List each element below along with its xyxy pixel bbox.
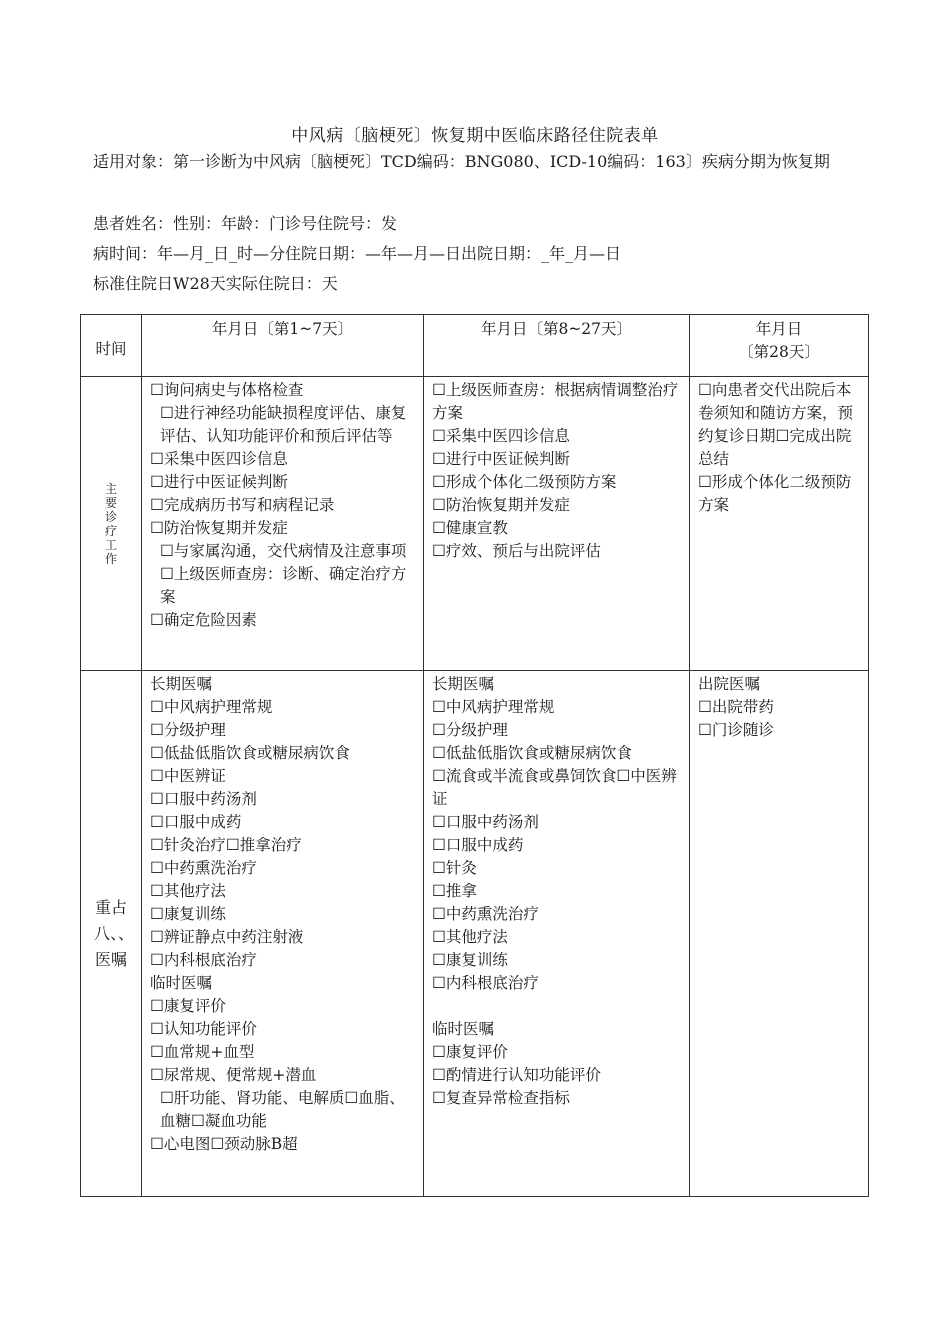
checklist-item: ☐针灸治疗☐推拿治疗 <box>150 836 302 854</box>
checklist-item: ☐中风病护理常规 <box>150 698 273 716</box>
checklist-item: ☐认知功能评价 <box>150 1020 257 1038</box>
checklist-item: ☐复查异常检查指标 <box>432 1089 570 1107</box>
checklist-item: ☐康复训练 <box>432 951 508 969</box>
scope-line: 适用对象：第一诊断为中风病〔脑梗死〕TCD编码：BNG080、ICD-10编码：163〕疾病分期为恢复期 <box>93 152 830 171</box>
checklist-item: ☐尿常规、便常规+潜血 <box>150 1066 317 1084</box>
time-header-cell <box>81 315 142 377</box>
checklist-item: ☐中药熏洗治疗 <box>150 859 257 877</box>
checklist-item: ☐中风病护理常规 <box>432 698 555 716</box>
key-orders-row <box>81 671 869 1197</box>
spacer <box>432 995 685 1018</box>
orders-day-28-cell <box>690 671 869 1197</box>
checklist-item: ☐肝功能、肾功能、电解质☐血脂、血糖☐凝血功能 <box>160 1089 405 1130</box>
checklist-item: 出院医嘱 <box>698 675 761 693</box>
checklist-item: ☐低盐低脂饮食或糖尿病饮食 <box>432 744 632 762</box>
work-day-28-cell <box>690 377 869 671</box>
row-label-cell <box>81 671 142 1197</box>
day-28-header <box>690 315 869 377</box>
checklist-item: ☐进行神经功能缺损程度评估、康复评估、认知功能评价和预后评估等 <box>160 404 407 445</box>
checklist-item: ☐完成病历书写和病程记录 <box>150 496 335 514</box>
work-day-1-7-cell <box>142 377 424 671</box>
checklist-item: ☐形成个体化二级预防方案 <box>432 473 617 491</box>
checklist-item: ☐口服中成药 <box>432 836 524 854</box>
checklist-item: ☐口服中药汤剂 <box>432 813 539 831</box>
checklist-item: ☐其他疗法 <box>432 928 508 946</box>
checklist-item: ☐分级护理 <box>150 721 226 739</box>
day-28-header-line1: 年月日 <box>755 320 803 338</box>
row-label-diagnosis-work: 主要诊疗工作 <box>104 481 117 566</box>
checklist-item: ☐分级护理 <box>432 721 508 739</box>
checklist-item: ☐血常规+血型 <box>150 1043 255 1061</box>
checklist-item: ☐进行中医证候判断 <box>150 473 288 491</box>
time-label: 时间 <box>95 340 127 358</box>
checklist-item: ☐中药熏洗治疗 <box>432 905 539 923</box>
patient-info-line: 患者姓名：性别：年龄：门诊号住院号：发 <box>93 214 398 233</box>
dates-line: 病时间：年—月_日_时—分住院日期：—年—月—日出院日期：_年_月—日 <box>93 244 622 263</box>
row-label-orders: 重占八、、医嘱 <box>94 897 135 969</box>
checklist-item: ☐中医辨证 <box>150 767 226 785</box>
checklist-item: ☐内科根底治疗 <box>432 974 539 992</box>
checklist-item: ☐酌情进行认知功能评价 <box>432 1066 601 1084</box>
checklist-item: ☐门诊随诊 <box>698 721 774 739</box>
diagnosis-work-row <box>81 377 869 671</box>
header-row <box>81 315 869 377</box>
checklist-item: ☐低盐低脂饮食或糖尿病饮食 <box>150 744 350 762</box>
checklist-item: ☐口服中成药 <box>150 813 242 831</box>
checklist-item: ☐采集中医四诊信息 <box>432 427 570 445</box>
day-8-27-header-text: 年月日〔第8~27天〕 <box>480 320 633 338</box>
checklist-item: ☐上级医师查房：根据病情调整治疗方案 <box>432 381 679 422</box>
checklist-item: ☐与家属沟通，交代病情及注意事项 <box>160 542 407 560</box>
checklist-item: ☐康复训练 <box>150 905 226 923</box>
day-1-7-header <box>142 315 424 377</box>
checklist-item: ☐推拿 <box>432 882 477 900</box>
checklist-item: ☐其他疗法 <box>150 882 226 900</box>
checklist-item: ☐防治恢复期并发症 <box>150 519 288 537</box>
work-day-8-27-cell <box>424 377 690 671</box>
checklist-item: ☐疗效、预后与出院评估 <box>432 542 601 560</box>
checklist-item: ☐采集中医四诊信息 <box>150 450 288 468</box>
checklist-item: ☐康复评价 <box>432 1043 508 1061</box>
checklist-item: ☐询问病史与体格检查 <box>150 381 304 399</box>
checklist-item: ☐向患者交代出院后本卷须知和随访方案，预约复诊日期☐完成出院总结 <box>698 381 854 468</box>
checklist-item: ☐防治恢复期并发症 <box>432 496 570 514</box>
checklist-item: ☐进行中医证候判断 <box>432 450 570 468</box>
day-8-27-header <box>424 315 690 377</box>
checklist-item: ☐口服中药汤剂 <box>150 790 257 808</box>
checklist-item: 临时医嘱 <box>150 974 213 992</box>
document-title: 中风病〔脑梗死〕恢复期中医临床路径住院表单 <box>291 126 659 146</box>
checklist-item: ☐出院带药 <box>698 698 774 716</box>
pathway-table <box>80 314 869 1197</box>
checklist-item: ☐辨证静点中药注射液 <box>150 928 304 946</box>
orders-day-1-7-cell <box>142 671 424 1197</box>
checklist-item: 长期医嘱 <box>432 675 495 693</box>
checklist-item: 临时医嘱 <box>432 1020 495 1038</box>
stay-line: 标准住院日W28天实际住院日：天 <box>93 274 338 293</box>
checklist-item: ☐确定危险因素 <box>150 611 257 629</box>
checklist-item: ☐针灸 <box>432 859 477 877</box>
day-28-header-line2: 〔第28天〕 <box>738 343 820 361</box>
checklist-item: ☐内科根底治疗 <box>150 951 257 969</box>
day-1-7-header-text: 年月日〔第1~7天〕 <box>211 320 354 338</box>
row-label-cell <box>81 377 142 671</box>
checklist-item: ☐健康宣教 <box>432 519 508 537</box>
checklist-item: ☐上级医师查房：诊断、确定治疗方案 <box>160 565 407 606</box>
checklist-item: 长期医嘱 <box>150 675 213 693</box>
checklist-item: ☐心电图☐颈动脉B超 <box>150 1135 298 1153</box>
orders-day-8-27-cell <box>424 671 690 1197</box>
checklist-item: ☐康复评价 <box>150 997 226 1015</box>
checklist-item: ☐流食或半流食或鼻饲饮食☐中医辨证 <box>432 767 677 808</box>
checklist-item: ☐形成个体化二级预防方案 <box>698 473 852 514</box>
